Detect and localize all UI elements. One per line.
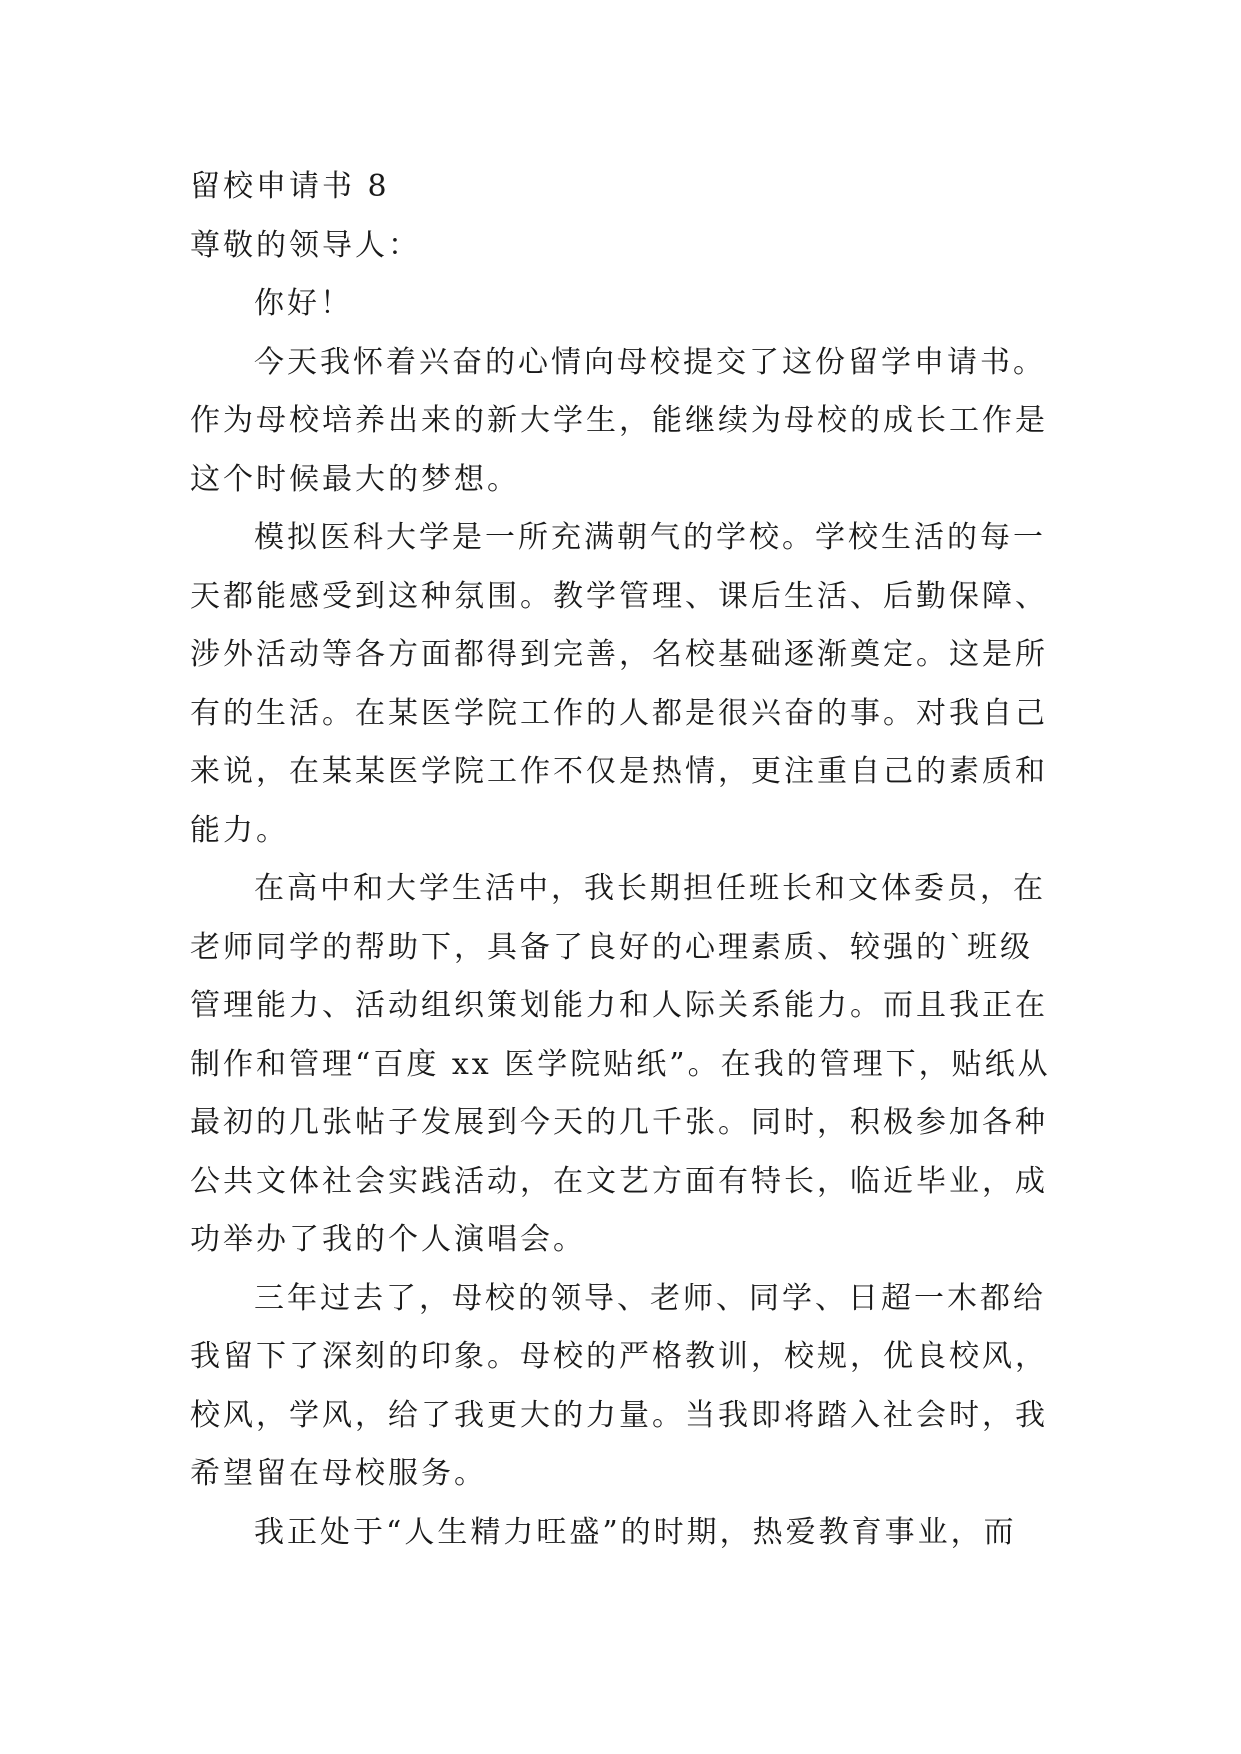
paragraph-line: 我正处于“人生精力旺盛”的时期，热爱教育事业，而 (254, 1514, 1017, 1550)
paragraph-line: 这个时候最大的梦想。 (190, 461, 520, 497)
paragraph-1 (190, 334, 1060, 510)
paragraph-line: 老师同学的帮助下，具备了良好的心理素质、较强的`班级 (190, 929, 1033, 965)
paragraph-line: 有的生活。在某医学院工作的人都是很兴奋的事。对我自己 (190, 695, 1048, 731)
paragraph-line: 来说，在某某医学院工作不仅是热情，更注重自己的素质和 (190, 754, 1048, 789)
paragraph-line: 今天我怀着兴奋的心情向母校提交了这份留学申请书。 (254, 344, 1046, 380)
paragraph-line: 我留下了深刻的印象。母校的严格教训，校规，优良校风， (190, 1339, 1048, 1374)
paragraph-line: 管理能力、活动组织策划能力和人际关系能力。而且我正在 (190, 988, 1048, 1023)
paragraph-line: 模拟医科大学是一所充满朝气的学校。学校生活的每一 (254, 520, 1046, 555)
document-title: 留校申请书 8 (190, 169, 390, 204)
paragraph-line: 希望留在母校服务。 (190, 1456, 487, 1491)
paragraph-line: 最初的几张帖子发展到今天的几千张。同时，积极参加各种 (190, 1105, 1048, 1140)
greeting: 你好！ (254, 286, 353, 321)
paragraph-line: 作为母校培养出来的新大学生，能继续为母校的成长工作是 (190, 403, 1048, 438)
paragraph-line: 天都能感受到这种氛围。教学管理、课后生活、后勤保障、 (190, 578, 1048, 614)
document-body (190, 158, 1060, 1562)
paragraph-line: 公共文体社会实践活动，在文艺方面有特长，临近毕业，成 (190, 1163, 1048, 1199)
paragraph-5 (190, 1504, 1060, 1563)
salutation: 尊敬的领导人： (190, 227, 421, 263)
paragraph-2 (190, 509, 1060, 860)
paragraph-line: 三年过去了，母校的领导、老师、同学、日超一木都给 (254, 1280, 1046, 1316)
paragraph-line: 制作和管理“百度 xx 医学院贴纸”。在我的管理下，贴纸从 (190, 1046, 1051, 1082)
paragraph-3 (190, 860, 1060, 1270)
paragraph-line: 功举办了我的个人演唱会。 (190, 1222, 586, 1257)
paragraph-line: 校风，学风，给了我更大的力量。当我即将踏入社会时，我 (190, 1397, 1048, 1433)
paragraph-line: 在高中和大学生活中，我长期担任班长和文体委员，在 (254, 871, 1046, 906)
paragraph-line: 涉外活动等各方面都得到完善，名校基础逐渐奠定。这是所 (190, 637, 1048, 672)
paragraph-line: 能力。 (190, 812, 289, 848)
paragraph-4 (190, 1270, 1060, 1504)
